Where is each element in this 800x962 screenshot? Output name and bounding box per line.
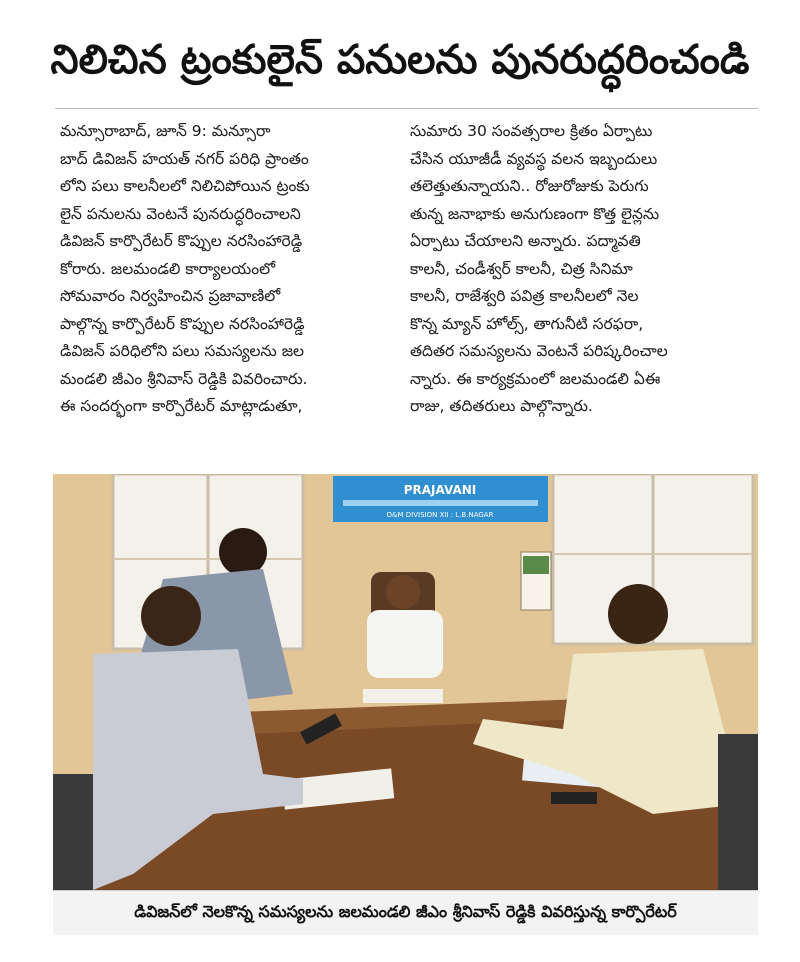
body-line: తున్న జనాభాకు అనుగుణంగా కొత్త లైన్లను xyxy=(410,204,660,223)
body-line: డివిజన్ కార్పొరేటర్ కొప్పుల నరసింహారెడ్డి xyxy=(60,232,303,250)
banner-title: PRAJAVANI xyxy=(403,483,477,497)
body-line: డివిజన్ పరిధిలోని పలు సమస్యలను జల xyxy=(60,342,305,360)
body-line: కోరారు. జలమండలి కార్యాలయంలో xyxy=(60,259,276,278)
body-line: సోమవారం నిర్వహించిన ప్రజావాణిలో xyxy=(60,287,281,305)
body-line: ఈ సందర్భంగా కార్పొరేటర్ మాట్లాడుతూ, xyxy=(60,397,303,415)
body-line: సుమారు 30 సంవత్సరాల క్రితం ఏర్పాటు xyxy=(410,122,653,140)
body-line: లోని పలు కాలనీలలో నిలిచిపోయిన ట్రంకు xyxy=(60,177,310,195)
body-line: చేసిన యూజీడీ వ్యవస్థ వలన ఇబ్బందులు xyxy=(410,149,658,168)
banner-subtitle: O&M DIVISION XII : L.B.NAGAR xyxy=(386,511,494,519)
body-line: పాల్గొన్న కార్పొరేటర్ కొప్పుల నరసింహారెడ్డి xyxy=(60,314,305,333)
body-line: రాజు, తదితరులు పాల్గొన్నారు. xyxy=(410,397,593,415)
body-line: కాలనీ, రాజేశ్వరి పవిత్ర కాలనీలలో నెల xyxy=(410,287,639,305)
news-photo xyxy=(53,474,758,890)
body-line: తలెత్తుతున్నాయని.. రోజురోజుకు పెరుగు xyxy=(410,177,649,195)
body-line: మండలి జీఎం శ్రీనివాస్ రెడ్డికి వివరించారు. xyxy=(60,369,308,388)
body-line: కాలనీ, చండీశ్వర్ కాలనీ, చిత్ర సినిమా xyxy=(410,259,633,278)
photo-caption: డివిజన్‌లో నెలకొన్న సమస్యలను జలమండలి జీఎం శ్రీనివాస్ రెడ్డికి వివరిస్తున్న కార్పొరేటర్ xyxy=(53,890,758,935)
meeting-photo-illustration xyxy=(53,474,758,890)
headline: నిలిచిన ట్రంకులైన్ పనులను పునరుద్ధరించండి xyxy=(50,37,750,83)
body-line: మన్సూరాబాద్, జూన్ 9: మన్సూరా xyxy=(60,122,271,140)
body-line: తదితర సమస్యలను వెంటనే పరిష్కరించాల xyxy=(410,342,668,360)
body-line: న్నారు. ఈ కార్యక్రమంలో జలమండలి ఏఈ xyxy=(410,369,661,388)
article-column-left xyxy=(60,118,393,421)
article-column-right xyxy=(410,118,755,421)
body-line: బాద్ డివిజన్ హయత్ నగర్ పరిధి ప్రాంతం xyxy=(60,149,309,168)
body-line: కొన్న మ్యాన్ హోల్స్, తాగునీటి సరఫరా, xyxy=(410,314,644,333)
body-line: ఏర్పాటు చేయాలని అన్నారు. పద్మావతి xyxy=(410,232,641,250)
headline-divider xyxy=(55,108,758,109)
body-line: లైన్ పనులను వెంటనే పునరుద్ధరించాలని xyxy=(60,204,301,223)
